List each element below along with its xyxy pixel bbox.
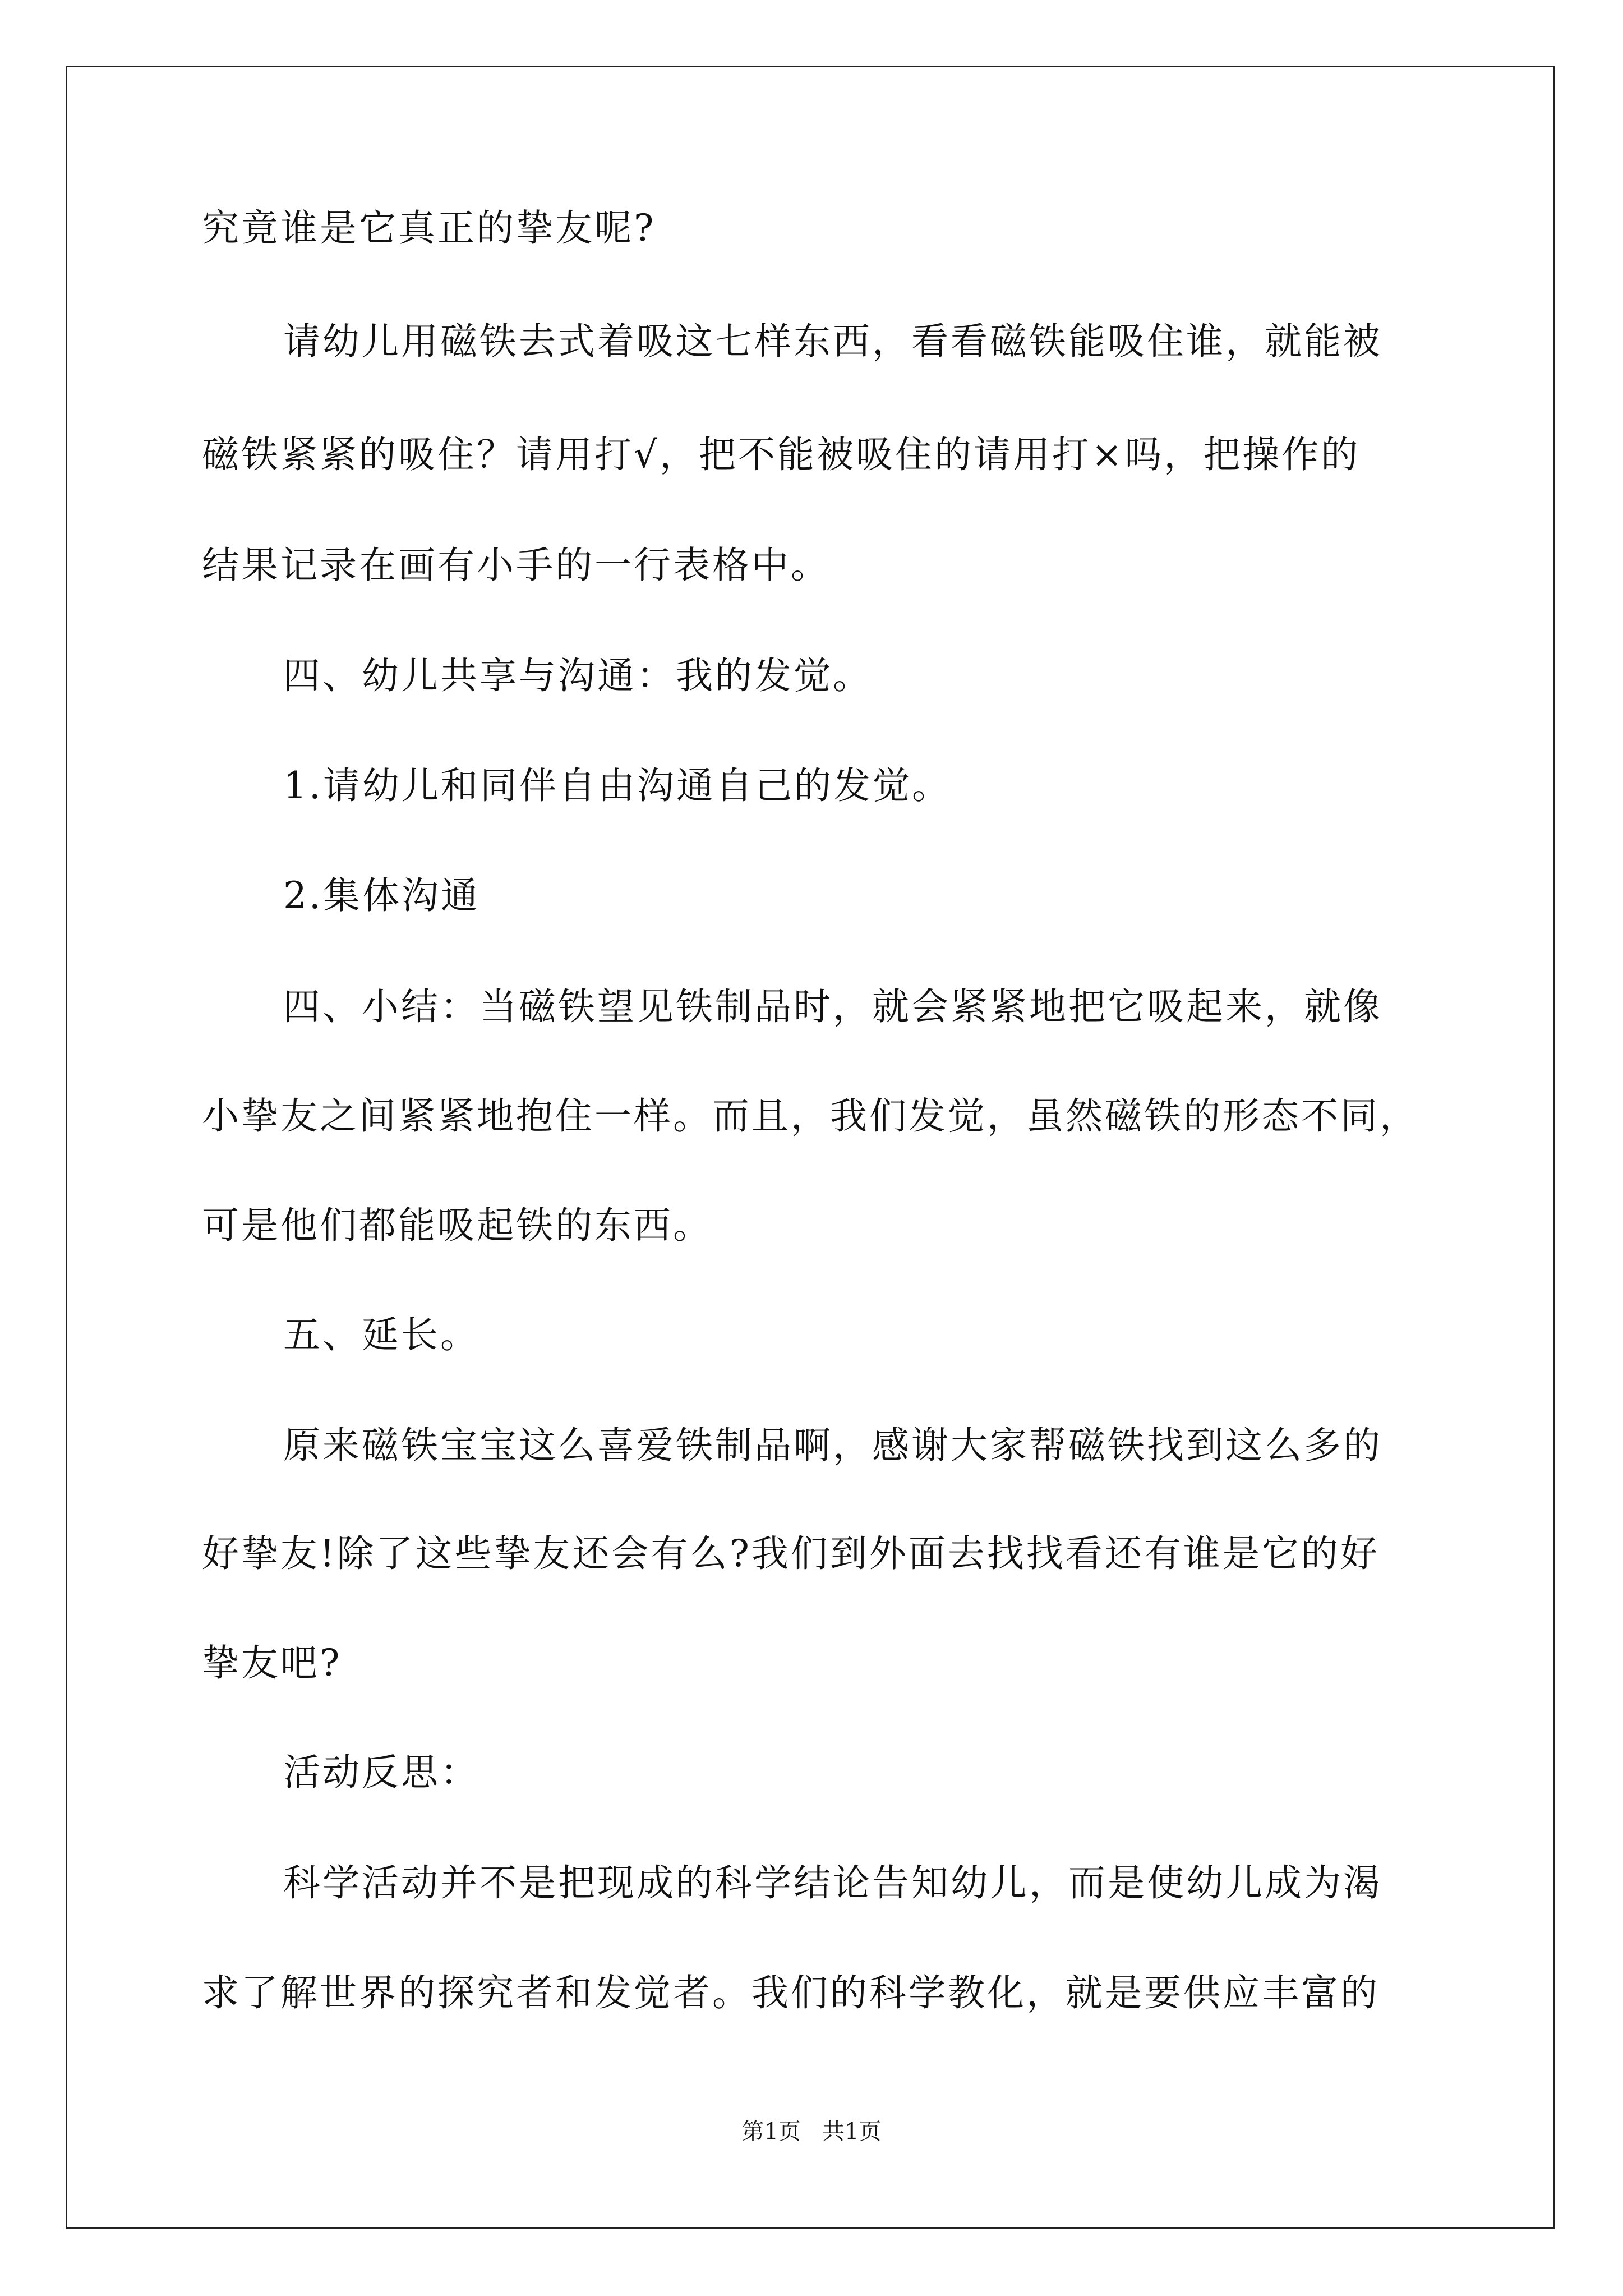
body-line: 小挚友之间紧紧地抱住一样。而且，我们发觉，虽然磁铁的形态不同，: [202, 1094, 1419, 1138]
body-line: 求了解世界的探究者和发觉者。我们的科学教化，就是要供应丰富的: [202, 1971, 1380, 2014]
section-heading: 四、幼儿共享与沟通：我的发觉。: [283, 654, 872, 697]
body-line: 磁铁紧紧的吸住？请用打√，把不能被吸住的请用打×吗，把操作的: [202, 433, 1361, 476]
section-heading: 五、延长。: [283, 1313, 479, 1356]
body-line: 可是他们都能吸起铁的东西。: [202, 1204, 712, 1247]
body-line: 请幼儿用磁铁去式着吸这七样东西，看看磁铁能吸住谁，就能被: [283, 320, 1382, 363]
section-heading: 四、小结：当磁铁望见铁制品时，就会紧紧地把它吸起来，就像: [283, 985, 1382, 1028]
page-footer: 第1页 共1页: [741, 2119, 882, 2145]
section-heading: 活动反思：: [283, 1751, 479, 1794]
body-line: 好挚友!除了这些挚友还会有么?我们到外面去找找看还有谁是它的好: [202, 1532, 1380, 1575]
body-line: 究竟谁是它真正的挚友呢?: [202, 206, 656, 250]
body-line: 挚友吧?: [202, 1641, 342, 1685]
body-line: 2.集体沟通: [283, 874, 480, 917]
body-line: 原来磁铁宝宝这么喜爱铁制品啊，感谢大家帮磁铁找到这么多的: [283, 1424, 1382, 1467]
body-line: 科学活动并不是把现成的科学结论告知幼儿，而是使幼儿成为渴: [283, 1861, 1382, 1904]
body-line: 1.请幼儿和同伴自由沟通自己的发觉。: [283, 764, 951, 807]
body-line: 结果记录在画有小手的一行表格中。: [202, 544, 830, 587]
